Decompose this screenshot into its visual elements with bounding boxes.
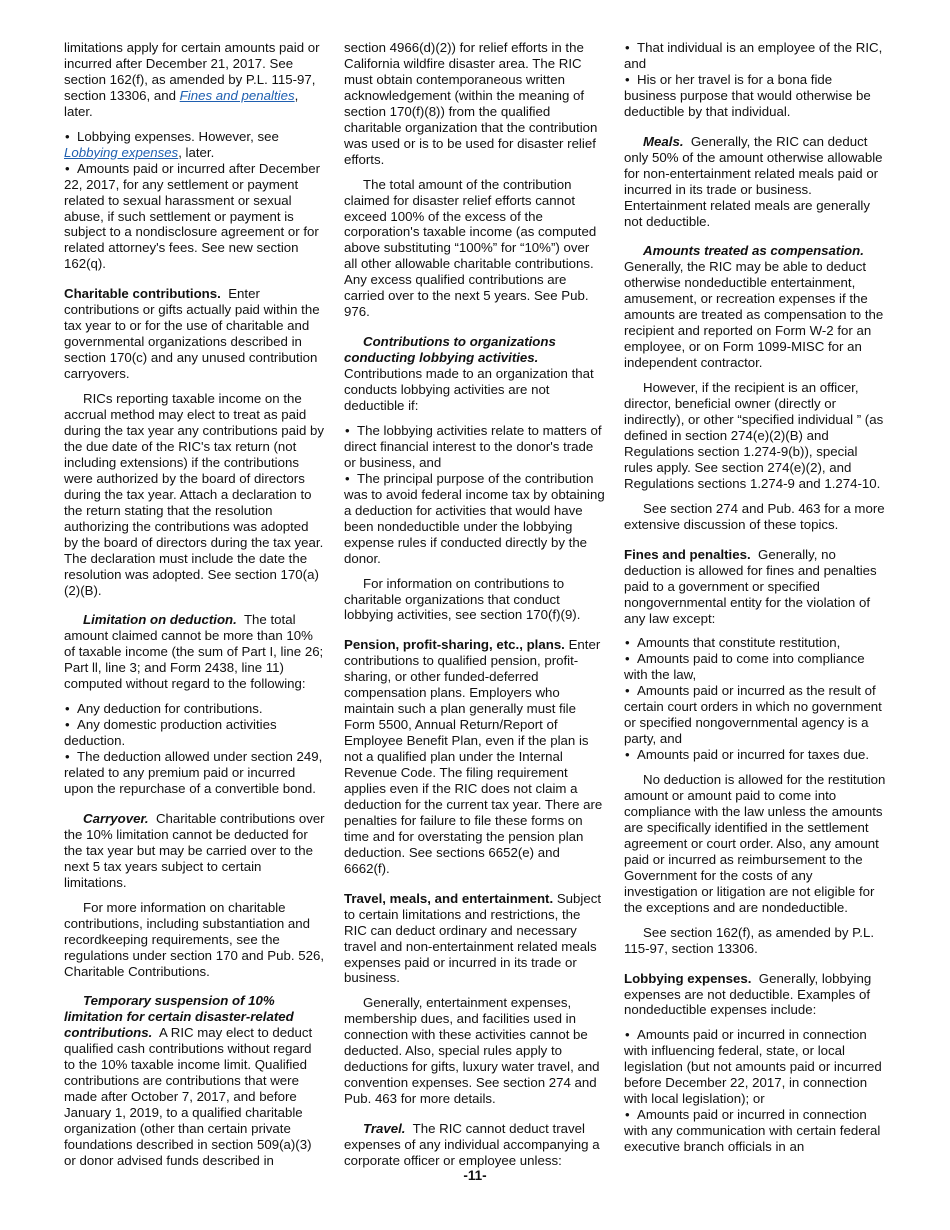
bullet-fines: • Amounts paid or incurred as the result of certain court orders in which no government or specified nongovernmental agency is a party, and (624, 683, 886, 747)
paragraph-total-amount: The total amount of the contribution claimed for disaster relief efforts cannot exceed 100% of the excess of the corporation's taxable income (as computed above substituting “100%” for “10%”) over all other allowable charitable contributions. Any excess qualified contributions are carried over to the next 5 years. See Pub. 976. (344, 176, 597, 320)
bullet-limitation: • Any deduction for contributions. (64, 701, 326, 717)
heading-lobbying-orgs: Contributions to organizations conducting lobbying activities. (344, 334, 556, 366)
paragraph-lobbying: Lobbying expenses. Generally, lobbying expenses are not deductible. Examples of nondeductible expenses include: (624, 970, 872, 1018)
heading-carryover: Carryover. (83, 810, 149, 826)
heading-pension: Pension, profit-sharing, etc., plans. (344, 637, 565, 653)
heading-travel-meals: Travel, meals, and entertainment. (344, 890, 554, 906)
paragraph-no-deduction: No deduction is allowed for the restitution amount or amount paid to come into compliance with the law unless the amounts are specifically identified in the settlement agreement or court order. Also, any amount paid or incurred as reimbursement to the Government for the costs of any investigation or litigation are not eligible for the exceptions and are nondeductible. (624, 772, 886, 915)
paragraph-see-162: See section 162(f), as amended by P.L. 115-97, section 13306. (624, 924, 875, 956)
heading-charitable: Charitable contributions. (64, 286, 221, 302)
paragraph-travel-meals: Travel, meals, and entertainment. Subject to certain limitations and restrictions, the RIC can deduct ordinary and necessary travel and non-entertainment related meals expenses paid or incurred in its trade or business. (344, 890, 602, 986)
bullet-settlement: • Amounts paid or incurred after December 22, 2017, for any settlement or payment related to sexual harassment or sexual abuse, if such settlement or payment is subject to a nondisclosure agreement or for related attorney's fees. See new section 162(q). (64, 161, 326, 273)
heading-compensation: Amounts treated as compensation. (643, 243, 864, 259)
paragraph-carryover: Carryover. Charitable contributions over the 10% limitation cannot be deducted for the tax year but may be carried over to the next 5 tax years subject to certain limitations. (64, 810, 325, 890)
column-left (64, 40, 326, 1178)
paragraph-compensation: Amounts treated as compensation. Generally, the RIC may be able to deduct otherwise nondeductible entertainment, amusement, or recreation expenses if the amounts are treated as compensation to the recipient and reported on Form W-2 for an employee, or on Form 1099-MISC for an independent contractor. (624, 243, 884, 371)
column-right (624, 40, 886, 1155)
bullet-lobbying-orgs: • The principal purpose of the contribution was to avoid federal income tax by obtaining a deduction for activities that would have been nondeductible under the lobbying expense rules if conducted directly by the donor. (344, 471, 606, 567)
bullet-lobbying-exp: • Amounts paid or incurred in connection with influencing federal, state, or local legislation (but not amounts paid or incurred before December 22, 2017, in connection with local legislation); or (624, 1027, 886, 1107)
paragraph-pension: Pension, profit-sharing, etc., plans. Enter contributions to qualified pension, profit-sharing, or other funded-deferred compensation plans. Employers who maintain such a plan generally must file Form 5500, Annual Return/Report of Employee Benefit Plan, even if the plan is not a qualified plan under the Internal Revenue Code. The filing requirement applies even if the RIC does not claim a deduction for the current tax year. There are penalties for failure to file these forms on time and for overstating the pension plan deduction. See sections 6652(e) and 6662(f). (344, 637, 603, 876)
paragraph-rics-accrual: RICs reporting taxable income on the accrual method may elect to treat as paid during the tax year any contributions paid by the due date of the RIC's tax return (not including extensions) if the contributions were authorized by the board of directors during the tax year. Attach a declaration to the return stating that the resolution authorizing the contributions was adopted by the board of directors during the tax year. The declaration must include the date the resolution was adopted. See section 170(a)(2)(B). (64, 391, 325, 598)
paragraph-entertainment: Generally, entertainment expenses, membership dues, and facilities used in connection with these activities cannot be deducted. Also, special rules apply to deductions for gifts, luxury water travel, and convention expenses. See section 274 and Pub. 463 for more details. (344, 995, 600, 1107)
fines-penalties-link[interactable]: Fines and penalties (179, 87, 295, 103)
heading-travel: Travel. (363, 1121, 406, 1137)
paragraph-however: However, if the recipient is an officer, director, beneficial owner (directly or indirectly), or other “specified individual ” (as defined in section 274(e)(2)(B) and Regulations section 1.274-9(b)), special rules apply. See section 274(e)(2), and Regulations sections 1.274-9 and 1.274-10. (624, 380, 884, 491)
paragraph-more-info: For more information on charitable contributions, including substantiation and recordkeeping requirements, see the regulations under section 170 and Pub. 526, Charitable Contributions. (64, 899, 325, 979)
heading-fines: Fines and penalties. (624, 546, 751, 562)
heading-meals: Meals. (643, 133, 684, 149)
column-middle (344, 40, 606, 1178)
bullet-fines: • Amounts paid or incurred for taxes due. (624, 747, 886, 763)
paragraph-temporary-suspension: Temporary suspension of 10% limitation for certain disaster-related contributions. A RIC may elect to deduct qualified cash contributions without regard to the 10% taxable income limit. Qualified contributions are contributions that were made after October 7, 2017, and before January 1, 2019, to a qualified charitable organization (other than certain private foundations described in section 509(a)(3) or donor advised funds described in (64, 993, 313, 1168)
paragraph-continued: section 4966(d)(2)) for relief efforts in the California wildfire disaster area. The RIC must obtain contemporaneous written acknowledgement (within the meaning of section 170(f)(8)) from the qualified charitable organization that the contribution was used or is to be used for disaster relief efforts. (344, 40, 598, 167)
bullet-lobbying: • Lobbying expenses. However, see Lobbying expenses, later. (64, 129, 326, 161)
lobbying-expenses-link[interactable]: Lobbying expenses (64, 144, 179, 160)
paragraph-lobbying-info: For information on contributions to charitable organizations that conduct lobbying activities, see section 170(f)(9). (344, 575, 581, 623)
paragraph-limitations: limitations apply for certain amounts paid or incurred after December 21, 2017. See section 162(f), as amended by P.L. 115-97, section 13306, and Fines and penalties, later. (64, 40, 320, 119)
paragraph-meals: Meals. Generally, the RIC can deduct only 50% of the amount otherwise allowable for non-entertainment related meals paid or incurred in its trade or business. Entertainment related meals are generally not deductible. (624, 133, 883, 229)
paragraph-see-274: See section 274 and Pub. 463 for a more extensive discussion of these topics. (624, 500, 885, 532)
heading-lobbying: Lobbying expenses. (624, 970, 752, 986)
bullet-travel: • His or her travel is for a bona fide business purpose that would otherwise be deductible by that individual. (624, 72, 886, 120)
bullet-fines: • Amounts paid to come into compliance with the law, (624, 651, 886, 683)
paragraph-charitable: Charitable contributions. Enter contributions or gifts actually paid within the tax year to or for the use of charitable and governmental organizations described in section 170(c) and any unused contribution carryovers. (64, 286, 320, 382)
bullet-lobbying-exp: • Amounts paid or incurred in connection with any communication with certain federal executive branch officials in an (624, 1107, 886, 1155)
bullet-lobbying-orgs: • The lobbying activities relate to matters of direct financial interest to the donor's trade or business, and (344, 423, 606, 471)
heading-limitation: Limitation on deduction. (83, 612, 237, 628)
paragraph-travel: Travel. The RIC cannot deduct travel expenses of any individual accompanying a corporate officer or employee unless: (344, 1121, 600, 1168)
bullet-limitation: • The deduction allowed under section 249, related to any premium paid or incurred upon the repurchase of a convertible bond. (64, 749, 326, 797)
paragraph-lobbying-orgs: Contributions to organizations conducting lobbying activities. Contributions made to an organization that conducts lobbying activities are not deductible if: (344, 334, 594, 414)
page-number: -11- (463, 1168, 487, 1183)
bullet-travel: • That individual is an employee of the RIC, and (624, 40, 886, 72)
heading-temporary-suspension: Temporary suspension of 10% limitation for certain disaster-related contributions. (64, 993, 294, 1041)
paragraph-fines: Fines and penalties. Generally, no deduction is allowed for fines and penalties paid to a government or specified nongovernmental entity for the violation of any law except: (624, 546, 877, 626)
paragraph-limitation: Limitation on deduction. The total amount claimed cannot be more than 10% of taxable income (the sum of Part I, line 26; Part ll, line 3; and Form 2438, line 11) computed without regard to the following: (64, 612, 324, 692)
bullet-limitation: • Any domestic production activities deduction. (64, 717, 326, 749)
bullet-fines: • Amounts that constitute restitution, (624, 635, 886, 651)
